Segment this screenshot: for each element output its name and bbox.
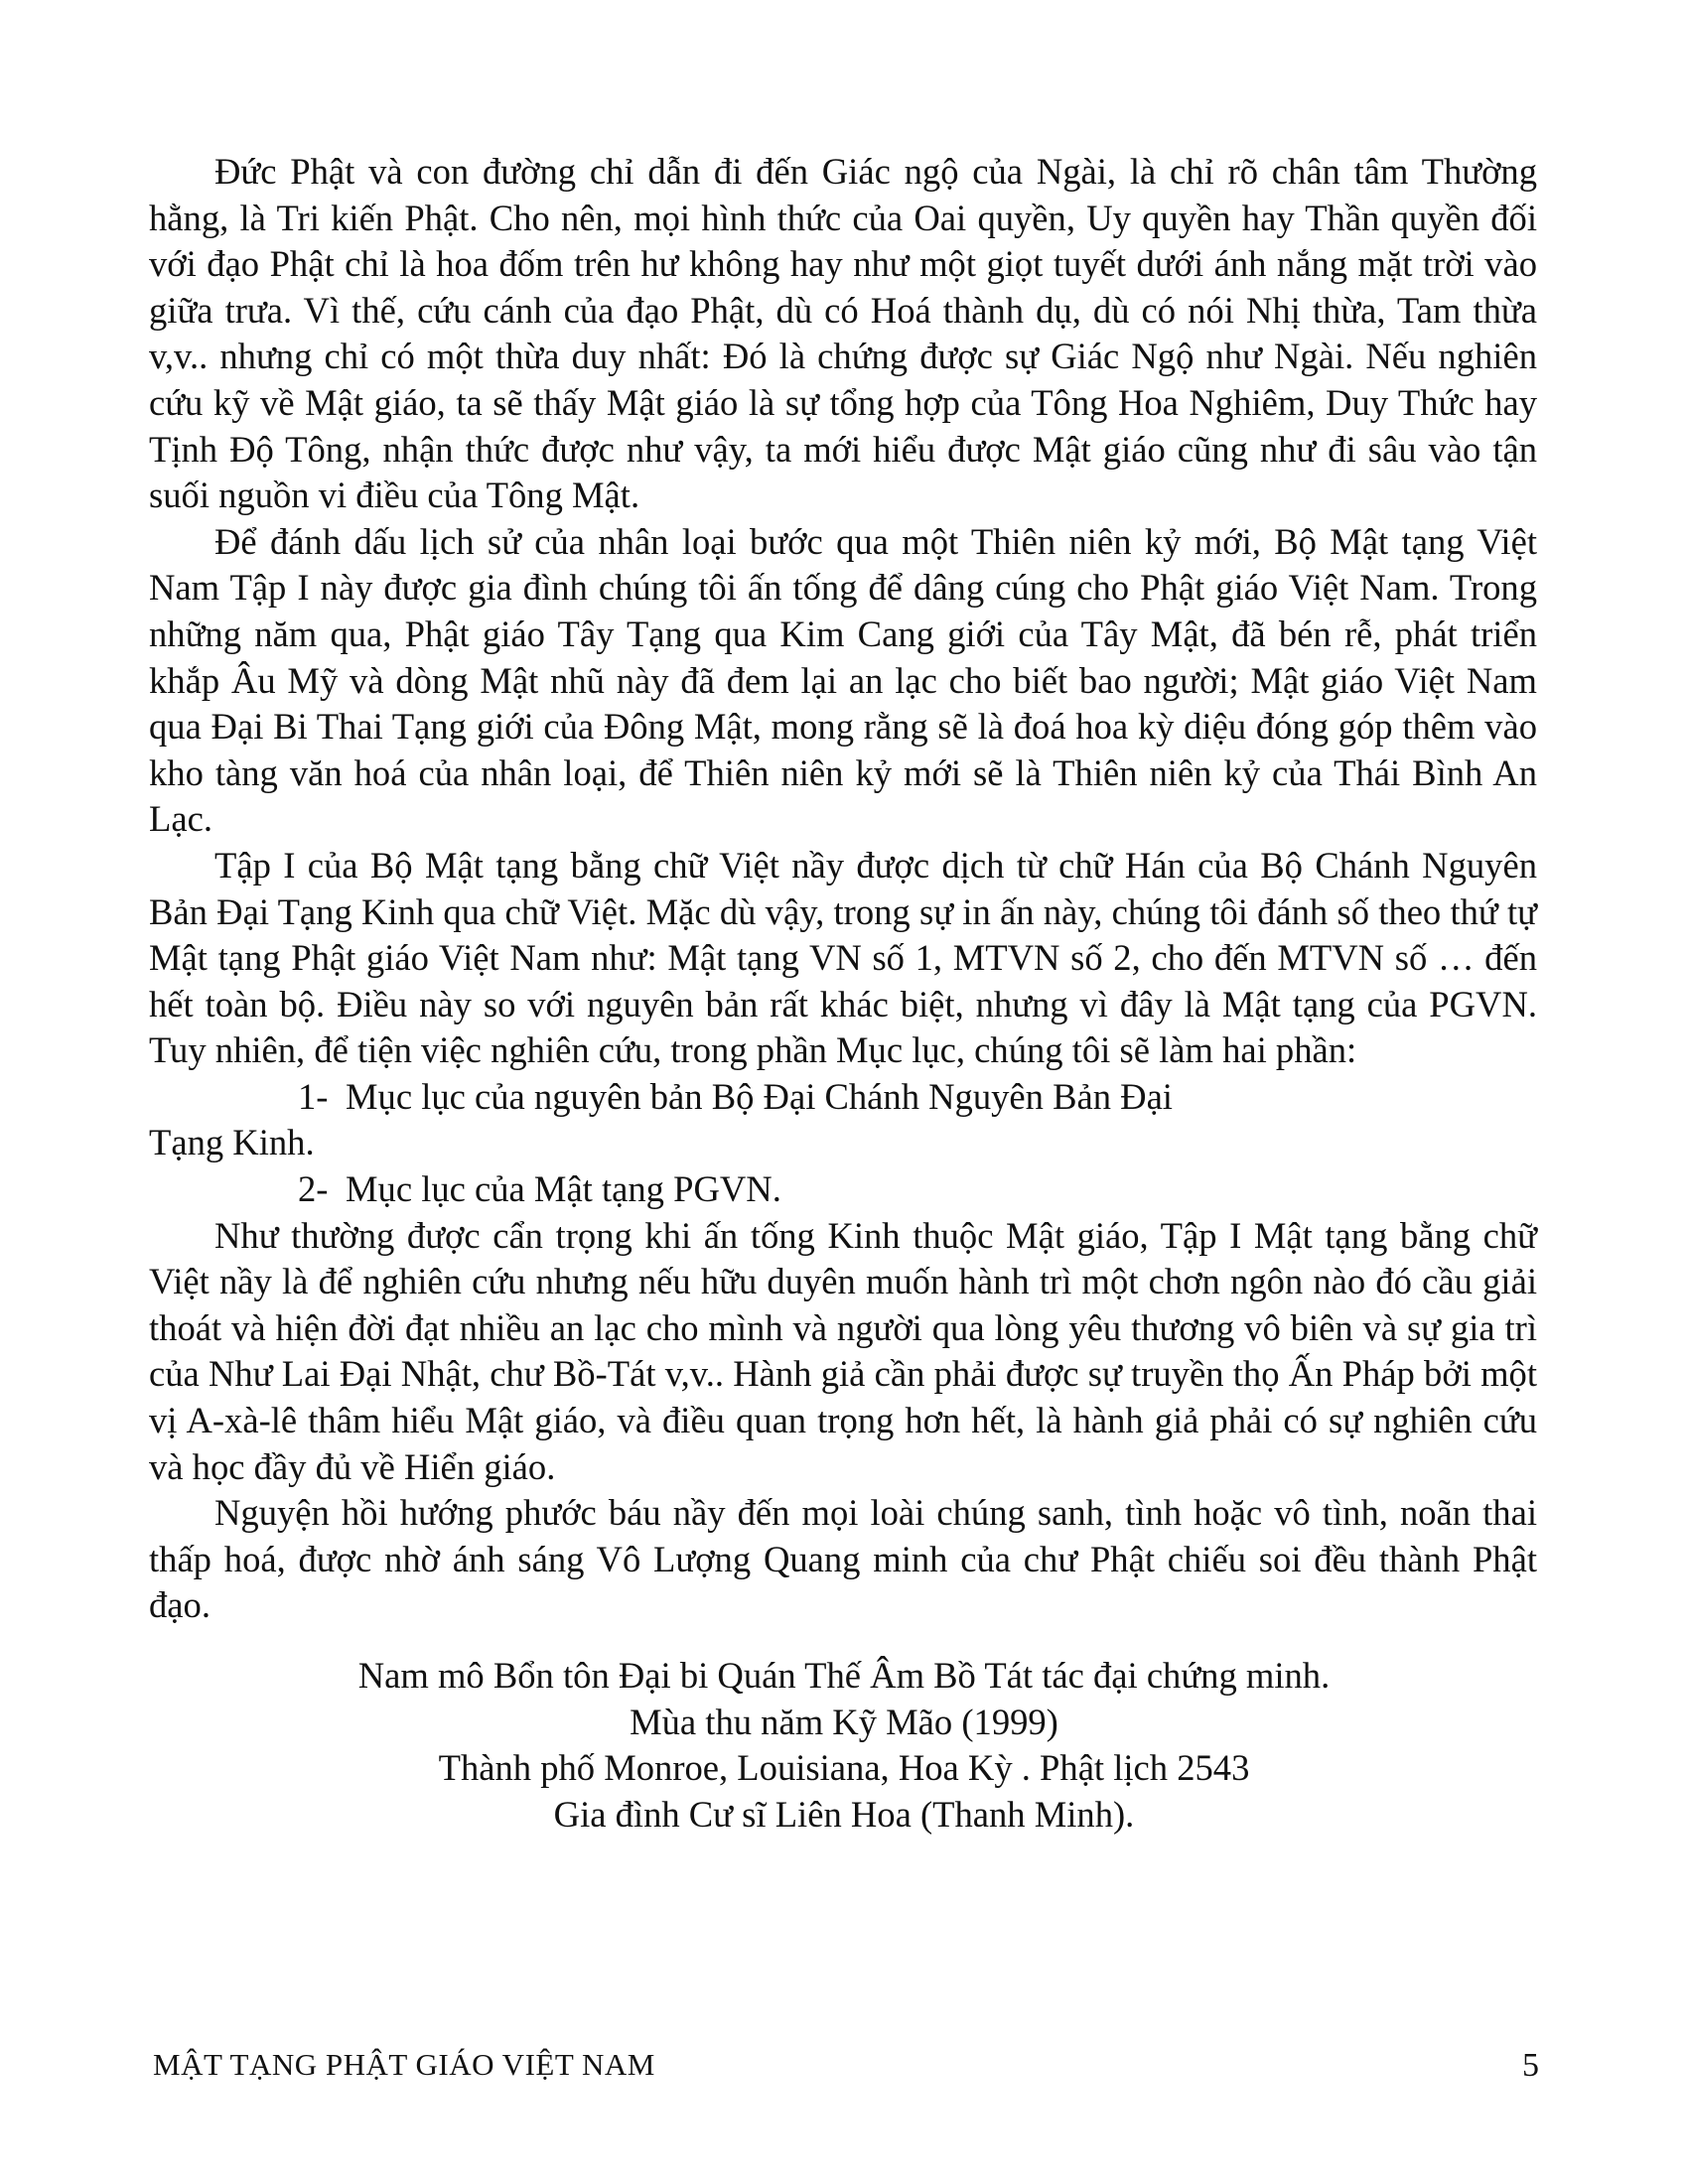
list-item-2-number: 2- bbox=[298, 1168, 329, 1210]
closing-block bbox=[149, 1653, 1539, 1838]
closing-line-3: Thành phố Monroe, Louisiana, Hoa Kỳ . Phật lịch 2543 bbox=[438, 1747, 1250, 1789]
list-item-2-text: Mục lục của Mật tạng PGVN. bbox=[346, 1168, 781, 1210]
paragraph-1: Đức Phật và con đường chỉ dẫn đi đến Giác ngộ của Ngài, là chỉ rõ chân tâm Thường hằng, là Tri kiến Phật. Cho nên, mọi hình thức của Oai quyền, Uy quyền hay Thần quyền đối với đạo Phật chỉ là hoa đốm trên hư không hay như một giọt tuyết dưới ánh nắng mặt trời vào giữa trưa. Vì thế, cứu cánh của đạo Phật, dù có Hoá thành dụ, dù có nói Nhị thừa, Tam thừa v,v.. nhưng chỉ có một thừa duy nhất: Đó là chứng được sự Giác Ngộ như Ngài. Nếu nghiên cứu kỹ về Mật giáo, ta sẽ thấy Mật giáo là sự tổng hợp của Tông Hoa Nghiêm, Duy Thức hay Tịnh Độ Tông, nhận thức được như vậy, ta mới hiểu được Mật giáo cũng như đi sâu vào tận suối nguồn vi điều của Tông Mật. bbox=[149, 151, 1537, 516]
closing-line-4: Gia đình Cư sĩ Liên Hoa (Thanh Minh). bbox=[553, 1793, 1135, 1835]
page-number: 5 bbox=[1522, 2047, 1539, 2084]
body-text bbox=[149, 149, 1537, 1629]
closing-line-2: Mùa thu năm Kỹ Mão (1999) bbox=[630, 1701, 1058, 1742]
paragraph-4: Như thường được cẩn trọng khi ấn tống Kinh thuộc Mật giáo, Tập I Mật tạng bằng chữ Việt nầy là để nghiên cứu nhưng nếu hữu duyên muốn hành trì một chơn ngôn nào đó cầu giải thoát và hiện đời đạt nhiều an lạc cho mình và người qua lòng yêu thương vô biên và sự gia trì của Như Lai Đại Nhật, chư Bồ-Tát v,v.. Hành giả cần phải được sự truyền thọ Ấn Pháp bởi một vị A-xà-lê thâm hiểu Mật giáo, và điều quan trọng hơn hết, là hành giả phải có sự nghiên cứu và học đầy đủ về Hiển giáo. bbox=[149, 1214, 1537, 1487]
list-item-1 bbox=[149, 1074, 1537, 1121]
list-item-1-continuation: Tạng Kinh. bbox=[149, 1122, 315, 1163]
list-item-1-text: Mục lục của nguyên bản Bộ Đại Chánh Nguyên Bản Đại bbox=[346, 1075, 1173, 1117]
paragraph-3: Tập I của Bộ Mật tạng bằng chữ Việt nầy được dịch từ chữ Hán của Bộ Chánh Nguyên Bản Đại Tạng Kinh qua chữ Việt. Mặc dù vậy, trong sự in ấn này, chúng tôi đánh số theo thứ tự Mật tạng Phật giáo Việt Nam như: Mật tạng VN số 1, MTVN số 2, cho đến MTVN số … đến hết toàn bộ. Điều này so với nguyên bản rất khác biệt, nhưng vì đây là Mật tạng của PGVN. Tuy nhiên, để tiện việc nghiên cứu, trong phần Mục lục, chúng tôi sẽ làm hai phần: bbox=[149, 844, 1537, 1071]
closing-line-1: Nam mô Bổn tôn Đại bi Quán Thế Âm Bồ Tát tác đại chứng minh. bbox=[357, 1655, 1331, 1696]
list-item-2 bbox=[149, 1166, 1537, 1213]
paragraph-2: Để đánh dấu lịch sử của nhân loại bước qua một Thiên niên kỷ mới, Bộ Mật tạng Việt Nam Tập I này được gia đình chúng tôi ấn tống để dâng cúng cho Phật giáo Việt Nam. Trong những năm qua, Phật giáo Tây Tạng qua Kim Cang giới của Tây Mật, đã bén rễ, phát triển khắp Âu Mỹ và dòng Mật nhũ này đã đem lại an lạc cho biết bao người; Mật giáo Việt Nam qua Đại Bi Thai Tạng giới của Đông Mật, mong rằng sẽ là đoá hoa kỳ diệu đóng góp thêm vào kho tàng văn hoá của nhân loại, để Thiên niên kỷ mới sẽ là Thiên niên kỷ của Thái Bình An Lạc. bbox=[149, 520, 1537, 840]
list-item-1-number: 1- bbox=[298, 1075, 329, 1117]
paragraph-5: Nguyện hồi hướng phước báu nầy đến mọi loài chúng sanh, tình hoặc vô tình, noãn thai thấp hoá, được nhờ ánh sáng Vô Lượng Quang minh của chư Phật chiếu soi đều thành Phật đạo. bbox=[149, 1492, 1537, 1626]
footer-title: MẬT TẠNG PHẬT GIÁO VIỆT NAM bbox=[153, 2047, 655, 2082]
